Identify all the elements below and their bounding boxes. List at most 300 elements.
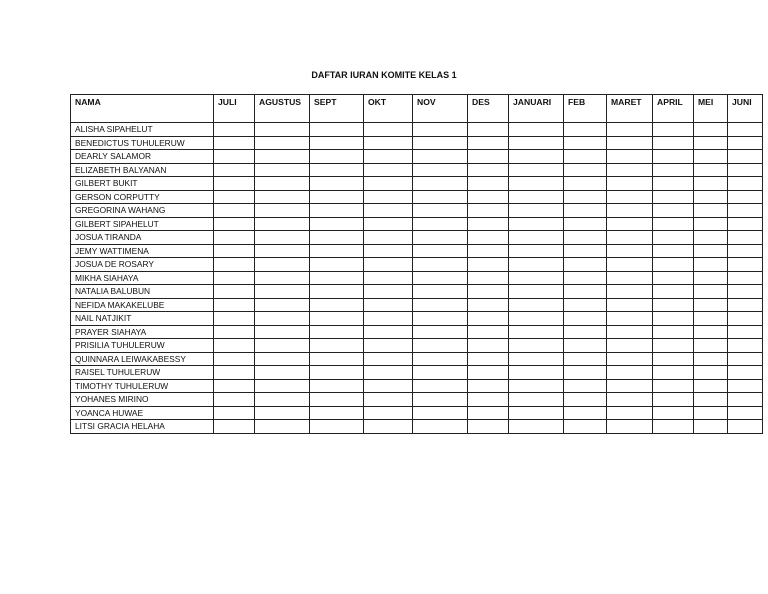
payment-cell [364, 393, 413, 407]
payment-cell [564, 420, 607, 434]
student-name-cell: YOANCA HUWAE [71, 406, 214, 420]
payment-cell [413, 406, 468, 420]
payment-cell [310, 379, 364, 393]
payment-cell [255, 163, 310, 177]
payment-cell [728, 285, 763, 299]
payment-cell [728, 258, 763, 272]
payment-cell [607, 177, 653, 191]
payment-cell [694, 244, 728, 258]
payment-cell [364, 136, 413, 150]
payment-cell [728, 123, 763, 137]
payment-cell [413, 352, 468, 366]
payment-cell [728, 379, 763, 393]
payment-cell [564, 312, 607, 326]
payment-cell [468, 190, 509, 204]
payment-cell [468, 393, 509, 407]
payment-cell [653, 258, 694, 272]
payment-cell [413, 231, 468, 245]
payment-cell [310, 271, 364, 285]
table-row [71, 123, 763, 137]
payment-cell [653, 204, 694, 218]
payment-cell [413, 285, 468, 299]
payment-cell [468, 352, 509, 366]
payment-cell [564, 352, 607, 366]
payment-cell [509, 150, 564, 164]
payment-cell [694, 190, 728, 204]
payment-cell [310, 231, 364, 245]
payment-cell [694, 217, 728, 231]
payment-cell [364, 298, 413, 312]
payment-cell [310, 258, 364, 272]
table-row [71, 366, 763, 380]
payment-cell [255, 298, 310, 312]
payment-cell [653, 123, 694, 137]
payment-cell [607, 393, 653, 407]
payment-cell [509, 366, 564, 380]
payment-cell [413, 258, 468, 272]
payment-cell [564, 217, 607, 231]
payment-cell [653, 150, 694, 164]
payment-cell [728, 325, 763, 339]
column-header-month: APRIL [653, 95, 694, 123]
payment-cell [564, 123, 607, 137]
payment-cell [413, 379, 468, 393]
payment-cell [653, 231, 694, 245]
payment-cell [468, 406, 509, 420]
payment-cell [509, 420, 564, 434]
payment-cell [413, 271, 468, 285]
payment-cell [413, 177, 468, 191]
payment-cell [728, 136, 763, 150]
column-header-month: MARET [607, 95, 653, 123]
payment-cell [694, 379, 728, 393]
payment-cell [694, 123, 728, 137]
payment-cell [607, 217, 653, 231]
payment-cell [653, 217, 694, 231]
payment-cell [728, 204, 763, 218]
table-row [71, 190, 763, 204]
payment-cell [364, 177, 413, 191]
payment-cell [564, 150, 607, 164]
payment-cell [653, 366, 694, 380]
payment-cell [564, 177, 607, 191]
payment-cell [214, 231, 255, 245]
payment-cell [653, 298, 694, 312]
payment-cell [564, 393, 607, 407]
payment-cell [728, 190, 763, 204]
payment-cell [607, 271, 653, 285]
payment-cell [728, 339, 763, 353]
table-row [71, 298, 763, 312]
table-row [71, 231, 763, 245]
payment-cell [653, 420, 694, 434]
payment-cell [364, 406, 413, 420]
payment-cell [694, 352, 728, 366]
header-row [71, 95, 763, 123]
payment-cell [364, 420, 413, 434]
payment-cell [564, 366, 607, 380]
student-name-cell: GILBERT SIPAHELUT [71, 217, 214, 231]
table-body [71, 123, 763, 434]
student-name-cell: PRAYER SIAHAYA [71, 325, 214, 339]
table-row [71, 136, 763, 150]
payment-cell [214, 177, 255, 191]
payment-cell [728, 231, 763, 245]
payment-cell [694, 271, 728, 285]
payment-cell [364, 217, 413, 231]
table-row [71, 312, 763, 326]
payment-cell [310, 190, 364, 204]
payment-cell [509, 217, 564, 231]
payment-cell [728, 420, 763, 434]
table-row [71, 204, 763, 218]
payment-cell [310, 163, 364, 177]
payment-cell [607, 406, 653, 420]
table-row [71, 379, 763, 393]
payment-cell [413, 150, 468, 164]
payment-cell [255, 271, 310, 285]
column-header-month: NOV [413, 95, 468, 123]
payment-cell [653, 190, 694, 204]
payment-cell [310, 298, 364, 312]
payment-cell [694, 312, 728, 326]
payment-cell [214, 366, 255, 380]
payment-cell [607, 258, 653, 272]
payment-cell [564, 231, 607, 245]
payment-cell [310, 177, 364, 191]
payment-cell [468, 420, 509, 434]
payment-cell [694, 420, 728, 434]
payment-cell [728, 298, 763, 312]
payment-cell [214, 339, 255, 353]
column-header-nama: NAMA [71, 95, 214, 123]
student-name-cell: RAISEL TUHULERUW [71, 366, 214, 380]
student-name-cell: NAIL NATJIKIT [71, 312, 214, 326]
column-header-month: JULI [214, 95, 255, 123]
dues-table [70, 94, 763, 434]
table-row [71, 352, 763, 366]
payment-cell [653, 379, 694, 393]
payment-cell [509, 123, 564, 137]
student-name-cell: JEMY WATTIMENA [71, 244, 214, 258]
payment-cell [509, 244, 564, 258]
payment-cell [468, 150, 509, 164]
payment-cell [364, 204, 413, 218]
payment-cell [364, 271, 413, 285]
table-row [71, 393, 763, 407]
payment-cell [653, 244, 694, 258]
payment-cell [509, 312, 564, 326]
payment-cell [509, 352, 564, 366]
student-name-cell: JOSUA TIRANDA [71, 231, 214, 245]
payment-cell [214, 217, 255, 231]
payment-cell [694, 258, 728, 272]
table-row [71, 406, 763, 420]
student-name-cell: LITSI GRACIA HELAHA [71, 420, 214, 434]
payment-cell [214, 204, 255, 218]
payment-cell [413, 217, 468, 231]
payment-cell [728, 177, 763, 191]
payment-cell [694, 393, 728, 407]
payment-cell [694, 204, 728, 218]
payment-cell [564, 190, 607, 204]
payment-cell [413, 420, 468, 434]
payment-cell [255, 325, 310, 339]
table-row [71, 177, 763, 191]
payment-cell [364, 231, 413, 245]
payment-cell [214, 312, 255, 326]
payment-cell [310, 217, 364, 231]
payment-cell [607, 150, 653, 164]
payment-cell [607, 352, 653, 366]
table-row [71, 339, 763, 353]
payment-cell [509, 258, 564, 272]
student-name-cell: NEFIDA MAKAKELUBE [71, 298, 214, 312]
column-header-month: AGUSTUS [255, 95, 310, 123]
student-name-cell: QUINNARA LEIWAKABESSY [71, 352, 214, 366]
payment-cell [607, 339, 653, 353]
column-header-month: MEI [694, 95, 728, 123]
payment-cell [255, 123, 310, 137]
payment-cell [310, 339, 364, 353]
payment-cell [728, 150, 763, 164]
payment-cell [468, 312, 509, 326]
payment-cell [214, 406, 255, 420]
payment-cell [255, 285, 310, 299]
payment-cell [564, 258, 607, 272]
payment-cell [607, 163, 653, 177]
payment-cell [607, 285, 653, 299]
payment-cell [214, 190, 255, 204]
payment-cell [214, 393, 255, 407]
payment-cell [509, 204, 564, 218]
payment-cell [310, 123, 364, 137]
payment-cell [310, 406, 364, 420]
payment-cell [607, 312, 653, 326]
student-name-cell: ELIZABETH BALYANAN [71, 163, 214, 177]
table-row [71, 163, 763, 177]
payment-cell [653, 406, 694, 420]
payment-cell [653, 163, 694, 177]
payment-cell [694, 366, 728, 380]
payment-cell [364, 150, 413, 164]
column-header-month: SEPT [310, 95, 364, 123]
payment-cell [413, 312, 468, 326]
payment-cell [607, 366, 653, 380]
payment-cell [653, 339, 694, 353]
payment-cell [214, 163, 255, 177]
payment-cell [413, 190, 468, 204]
payment-cell [413, 298, 468, 312]
payment-cell [364, 163, 413, 177]
payment-cell [214, 379, 255, 393]
payment-cell [509, 285, 564, 299]
payment-cell [255, 190, 310, 204]
student-name-cell: GERSON CORPUTTY [71, 190, 214, 204]
payment-cell [509, 339, 564, 353]
payment-cell [564, 285, 607, 299]
student-name-cell: GILBERT BUKIT [71, 177, 214, 191]
payment-cell [214, 285, 255, 299]
payment-cell [607, 204, 653, 218]
payment-cell [509, 190, 564, 204]
payment-cell [255, 150, 310, 164]
payment-cell [509, 231, 564, 245]
payment-cell [653, 285, 694, 299]
payment-cell [413, 123, 468, 137]
payment-cell [214, 258, 255, 272]
payment-cell [509, 177, 564, 191]
payment-cell [468, 366, 509, 380]
payment-cell [694, 325, 728, 339]
payment-cell [728, 271, 763, 285]
payment-cell [364, 285, 413, 299]
payment-cell [468, 325, 509, 339]
payment-cell [468, 136, 509, 150]
payment-cell [564, 163, 607, 177]
payment-cell [255, 393, 310, 407]
payment-cell [364, 339, 413, 353]
payment-cell [413, 366, 468, 380]
payment-cell [607, 190, 653, 204]
payment-cell [310, 352, 364, 366]
payment-cell [607, 231, 653, 245]
payment-cell [364, 123, 413, 137]
payment-cell [214, 325, 255, 339]
payment-cell [564, 325, 607, 339]
payment-cell [728, 406, 763, 420]
payment-cell [364, 244, 413, 258]
payment-cell [310, 366, 364, 380]
student-name-cell: YOHANES MIRINO [71, 393, 214, 407]
payment-cell [564, 339, 607, 353]
table-row [71, 420, 763, 434]
column-header-month: JUNI [728, 95, 763, 123]
payment-cell [607, 244, 653, 258]
payment-cell [413, 204, 468, 218]
payment-cell [468, 379, 509, 393]
payment-cell [509, 325, 564, 339]
payment-cell [413, 393, 468, 407]
payment-cell [214, 123, 255, 137]
payment-cell [694, 339, 728, 353]
payment-cell [468, 298, 509, 312]
payment-cell [310, 420, 364, 434]
payment-cell [413, 325, 468, 339]
payment-cell [694, 177, 728, 191]
payment-cell [607, 123, 653, 137]
payment-cell [364, 366, 413, 380]
table-row [71, 217, 763, 231]
payment-cell [255, 231, 310, 245]
student-name-cell: DEARLY SALAMOR [71, 150, 214, 164]
payment-cell [564, 406, 607, 420]
payment-cell [310, 150, 364, 164]
payment-cell [310, 244, 364, 258]
student-name-cell: JOSUA DE ROSARY [71, 258, 214, 272]
payment-cell [564, 136, 607, 150]
payment-cell [694, 163, 728, 177]
payment-cell [694, 231, 728, 245]
payment-cell [509, 136, 564, 150]
payment-cell [255, 312, 310, 326]
payment-cell [564, 244, 607, 258]
student-name-cell: BENEDICTUS TUHULERUW [71, 136, 214, 150]
payment-cell [728, 366, 763, 380]
payment-cell [468, 123, 509, 137]
payment-cell [214, 420, 255, 434]
payment-cell [728, 163, 763, 177]
table-row [71, 271, 763, 285]
payment-cell [468, 231, 509, 245]
payment-cell [468, 258, 509, 272]
table-row [71, 150, 763, 164]
payment-cell [509, 406, 564, 420]
payment-cell [413, 244, 468, 258]
student-name-cell: ALISHA SIPAHELUT [71, 123, 214, 137]
payment-cell [468, 271, 509, 285]
payment-cell [255, 177, 310, 191]
student-name-cell: MIKHA SIAHAYA [71, 271, 214, 285]
payment-cell [694, 406, 728, 420]
student-name-cell: PRISILIA TUHULERUW [71, 339, 214, 353]
payment-cell [694, 150, 728, 164]
payment-cell [255, 244, 310, 258]
payment-cell [607, 298, 653, 312]
student-name-cell: GREGORINA WAHANG [71, 204, 214, 218]
payment-cell [214, 244, 255, 258]
payment-cell [468, 177, 509, 191]
payment-cell [255, 420, 310, 434]
payment-cell [694, 285, 728, 299]
payment-cell [509, 379, 564, 393]
column-header-month: JANUARI [509, 95, 564, 123]
payment-cell [413, 163, 468, 177]
payment-cell [468, 285, 509, 299]
payment-cell [509, 271, 564, 285]
payment-cell [310, 393, 364, 407]
payment-cell [564, 204, 607, 218]
column-header-month: FEB [564, 95, 607, 123]
payment-cell [564, 271, 607, 285]
payment-cell [653, 393, 694, 407]
payment-cell [255, 136, 310, 150]
payment-cell [468, 204, 509, 218]
payment-cell [728, 244, 763, 258]
column-header-month: OKT [364, 95, 413, 123]
payment-cell [509, 163, 564, 177]
student-name-cell: NATALIA BALUBUN [71, 285, 214, 299]
payment-cell [364, 379, 413, 393]
payment-cell [694, 136, 728, 150]
payment-cell [728, 352, 763, 366]
payment-cell [364, 325, 413, 339]
payment-cell [255, 204, 310, 218]
payment-cell [468, 163, 509, 177]
payment-cell [694, 298, 728, 312]
payment-cell [607, 420, 653, 434]
payment-cell [728, 312, 763, 326]
payment-cell [728, 217, 763, 231]
document-title: DAFTAR IURAN KOMITE KELAS 1 [311, 70, 457, 80]
payment-cell [310, 325, 364, 339]
payment-cell [310, 312, 364, 326]
payment-cell [509, 298, 564, 312]
payment-cell [509, 393, 564, 407]
payment-cell [413, 136, 468, 150]
payment-cell [255, 339, 310, 353]
payment-cell [607, 379, 653, 393]
